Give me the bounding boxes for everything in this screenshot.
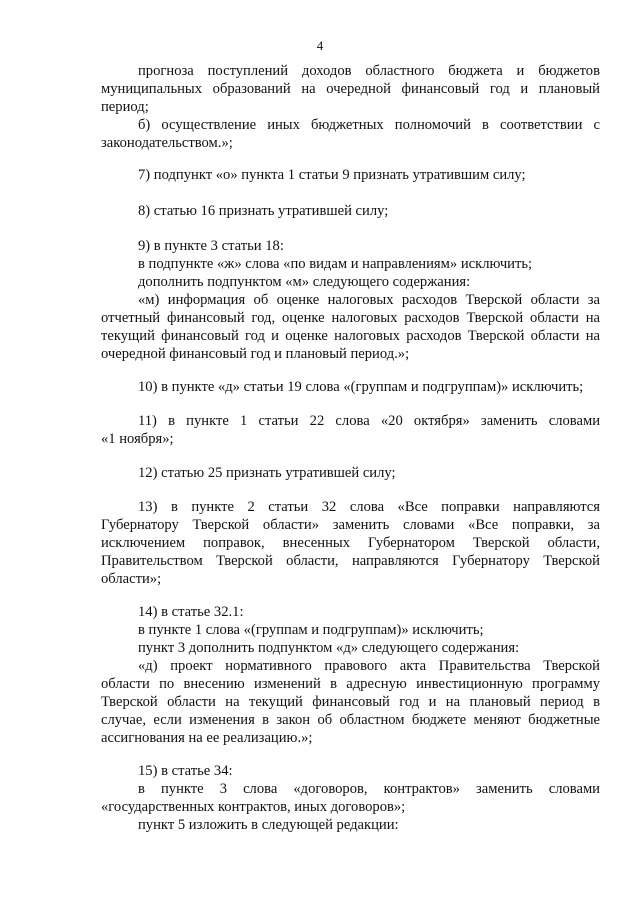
text-line: 13) в пункте 2 статьи 32 слова «Все поправки направляются	[138, 499, 600, 515]
text-line: Тверской области на текущий финансовый год и на плановый период в	[101, 694, 600, 710]
text-line: в пункте 1 слова «(группам и подгруппам)» исключить;	[138, 622, 484, 638]
text-line: случае, если изменения в закон об областном бюджете меняют бюджетные	[101, 712, 600, 728]
page-number: 4	[316, 38, 324, 53]
text-line: Губернатору Тверской области» заменить словами «Все поправки, за	[101, 517, 600, 533]
text-line: пункт 3 дополнить подпунктом «д» следующего содержания:	[138, 640, 520, 656]
text-line: 11) в пункте 1 статьи 22 слова «20 октября» заменить словами	[138, 413, 600, 429]
text-line: текущий финансовый год и оценке налоговых расходов Тверской области на	[101, 328, 600, 344]
text-line: 8) статью 16 признать утратившей силу;	[138, 203, 389, 219]
text-line: прогноза поступлений доходов областного бюджета и бюджетов	[138, 63, 600, 79]
text-line: в пункте 3 слова «договоров, контрактов» заменить словами	[138, 781, 600, 797]
text-line: исключением поправок, внесенных Губернатором Тверской области,	[101, 535, 600, 551]
text-line: законодательством.»;	[101, 135, 233, 151]
text-line: «государственных контрактов, иных договоров»;	[101, 799, 406, 815]
text-line: Правительством Тверской области, направляются Губернатору Тверской	[101, 553, 600, 569]
text-line: отчетный финансовый год, оценке налоговых расходов Тверской области на	[101, 310, 600, 326]
text-line: 14) в статье 32.1:	[138, 604, 244, 620]
text-line: области по внесению изменений в адресную инвестиционную программу	[101, 676, 600, 692]
text-line: 7) подпункт «о» пункта 1 статьи 9 признать утратившим силу;	[138, 167, 526, 183]
text-line: ассигнования на ее реализацию.»;	[101, 730, 313, 746]
text-line: б) осуществление иных бюджетных полномочий в соответствии с	[138, 117, 600, 133]
text-line: 10) в пункте «д» статьи 19 слова «(группам и подгруппам)» исключить;	[138, 379, 584, 395]
text-line: «м) информация об оценке налоговых расходов Тверской области за	[138, 292, 600, 308]
text-line: период;	[101, 99, 149, 115]
text-line: в подпункте «ж» слова «по видам и направлениям» исключить;	[138, 256, 533, 272]
text-line: «д) проект нормативного правового акта Правительства Тверской	[138, 658, 600, 674]
text-line: пункт 5 изложить в следующей редакции:	[138, 817, 399, 833]
text-line: муниципальных образований на очередной финансовый год и плановый	[101, 81, 600, 97]
text-line: «1 ноября»;	[101, 431, 174, 447]
text-line: области»;	[101, 571, 162, 587]
text-line: дополнить подпунктом «м» следующего содержания:	[138, 274, 471, 290]
text-line: 15) в статье 34:	[138, 763, 233, 779]
text-line: очередной финансовый год и плановый период.»;	[101, 346, 410, 362]
text-line: 9) в пункте 3 статьи 18:	[138, 238, 284, 254]
text-line: 12) статью 25 признать утратившей силу;	[138, 465, 396, 481]
